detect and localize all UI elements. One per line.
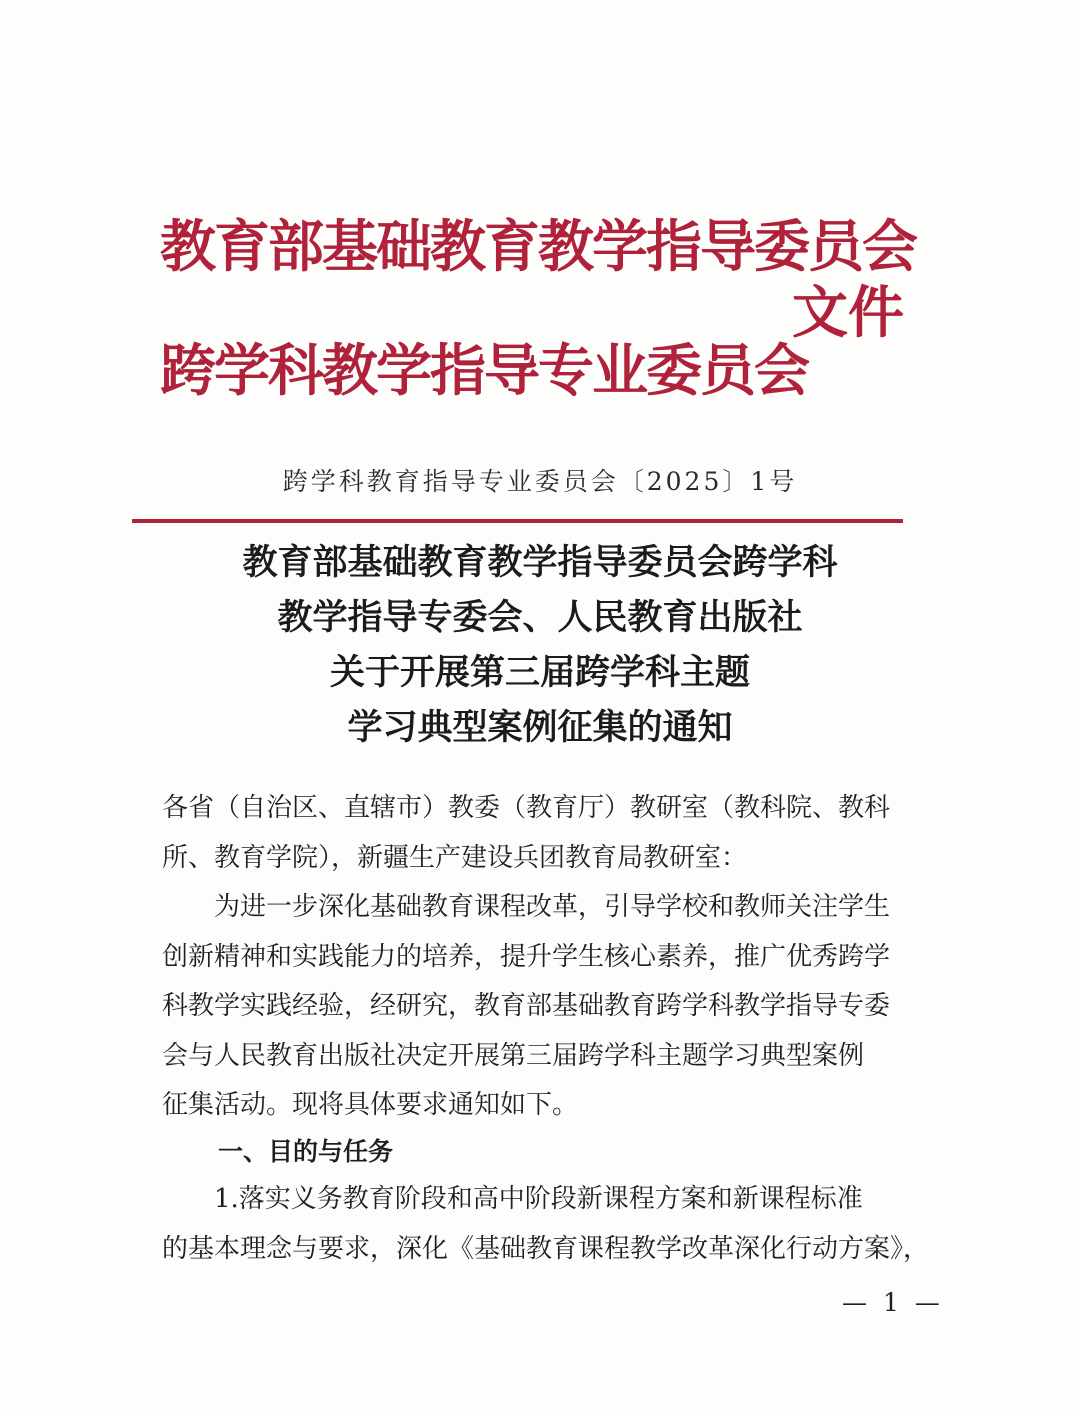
document-number: 跨学科教育指导专业委员会〔2025〕1号 xyxy=(282,467,798,496)
title-line: 学习典型案例征集的通知 xyxy=(347,707,733,748)
masthead-org-line-1: 教育部基础教育教学指导委员会 xyxy=(160,214,916,280)
masthead-org-line-2: 跨学科教学指导专业委员会 xyxy=(160,338,808,404)
paragraph-line: 创新精神和实践能力的培养，提升学生核心素养，推广优秀跨学 xyxy=(162,941,891,972)
masthead-file-label: 文件 xyxy=(792,280,904,346)
title-line: 教学指导专委会、人民教育出版社 xyxy=(277,597,803,638)
document-title xyxy=(0,535,1080,755)
title-line: 关于开展第三届跨学科主题 xyxy=(329,652,750,693)
red-divider-rule xyxy=(132,519,903,523)
item-1-paragraph xyxy=(162,1175,930,1274)
paragraph-line: 为进一步深化基础教育课程改革，引导学校和教师关注学生 xyxy=(162,892,891,922)
paragraph-line: 科教学实践经验，经研究，教育部基础教育跨学科教学指导专委 xyxy=(162,991,891,1021)
paragraph-line: 会与人民教育出版社决定开展第三届跨学科主题学习典型案例 xyxy=(162,1040,865,1071)
masthead xyxy=(160,212,916,412)
addressee-line: 各省（自治区、直辖市）教委（教育厅）教研室（教科院、教科 xyxy=(162,793,891,823)
addressee-block xyxy=(162,784,922,883)
paragraph-line: 征集活动。现将具体要求通知如下。 xyxy=(162,1090,579,1120)
paragraph-line: 1.落实义务教育阶段和高中阶段新课程方案和新课程标准 xyxy=(162,1184,863,1214)
section-heading-1: 一、目的与任务 xyxy=(218,1137,394,1166)
paragraph-line: 的基本理念与要求，深化《基础教育课程教学改革深化行动方案》， xyxy=(162,1233,930,1264)
page-number: — 1 — xyxy=(842,1288,944,1317)
addressee-line: 所、教育学院），新疆生产建设兵团教育局教研室： xyxy=(162,842,748,873)
intro-paragraph xyxy=(162,883,922,1131)
title-line: 教育部基础教育教学指导委员会跨学科 xyxy=(242,542,838,583)
